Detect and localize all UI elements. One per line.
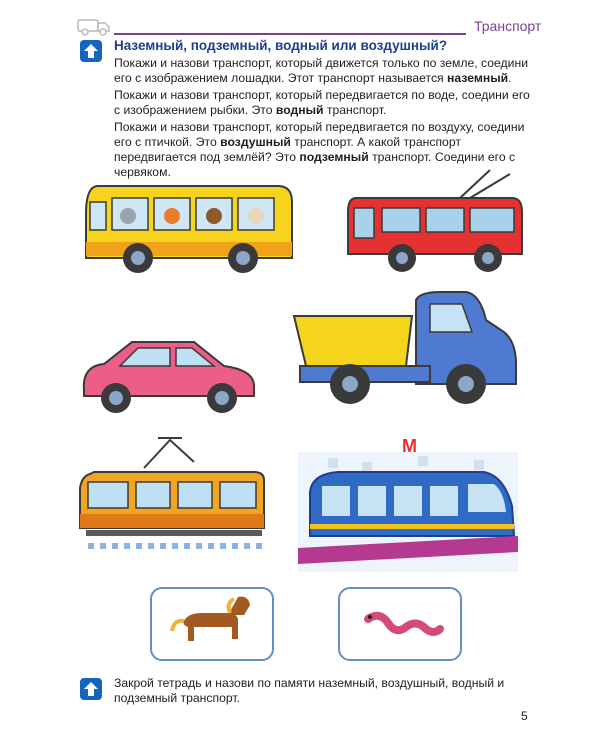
p2-text: Покажи и назови транспорт, который передвигается по воде, соедини его с изображением рыбки. Это (114, 88, 530, 117)
page-number: 5 (521, 709, 528, 723)
metro-train-icon (298, 432, 518, 572)
header-rule (114, 33, 466, 35)
worm-card (338, 587, 462, 661)
p2-bold: водный (275, 103, 324, 117)
p3-text: Покажи и назови транспорт, который передвигается по воздуху, соедини его с птичкой. Это (114, 120, 525, 149)
p1-end: . (508, 71, 512, 85)
footer-up-arrow-icon (80, 678, 102, 700)
task-paragraph-1 (114, 56, 534, 86)
p2-end: транспорт. (323, 103, 387, 117)
truck-outline-icon (76, 14, 112, 36)
horse-icon (152, 589, 272, 659)
pink-car-icon (74, 330, 264, 420)
worm-icon (340, 589, 460, 659)
tram-icon (74, 432, 274, 558)
section-title: Транспорт (474, 18, 542, 34)
bus-with-animals-icon (78, 180, 300, 280)
footer-instruction: Закрой тетрадь и назови по памяти наземный, воздушный, водный и подземный транспорт. (114, 676, 505, 705)
p1-text: Покажи и назови транспорт, который движется только по земле, соедини его с изображением лошадки. Этот транспорт называется (114, 56, 529, 85)
p1-bold: наземный (447, 71, 509, 85)
p3-bold-2: подземный (299, 150, 369, 164)
task-heading: Наземный, подземный, водный или воздушный? (114, 38, 448, 53)
p3-middle: транспорт. А какой транспорт передвигается под землёй? Это (114, 135, 461, 164)
dump-truck-icon (290, 290, 526, 412)
metro-sign: М (402, 436, 417, 456)
p3-bold: воздушный (220, 135, 291, 149)
p3-end: транспорт. Соедини его с червяком. (114, 150, 516, 179)
up-arrow-icon (80, 40, 102, 62)
trolleybus-icon (340, 168, 530, 280)
horse-card (150, 587, 274, 661)
task-paragraph-2 (114, 88, 534, 118)
